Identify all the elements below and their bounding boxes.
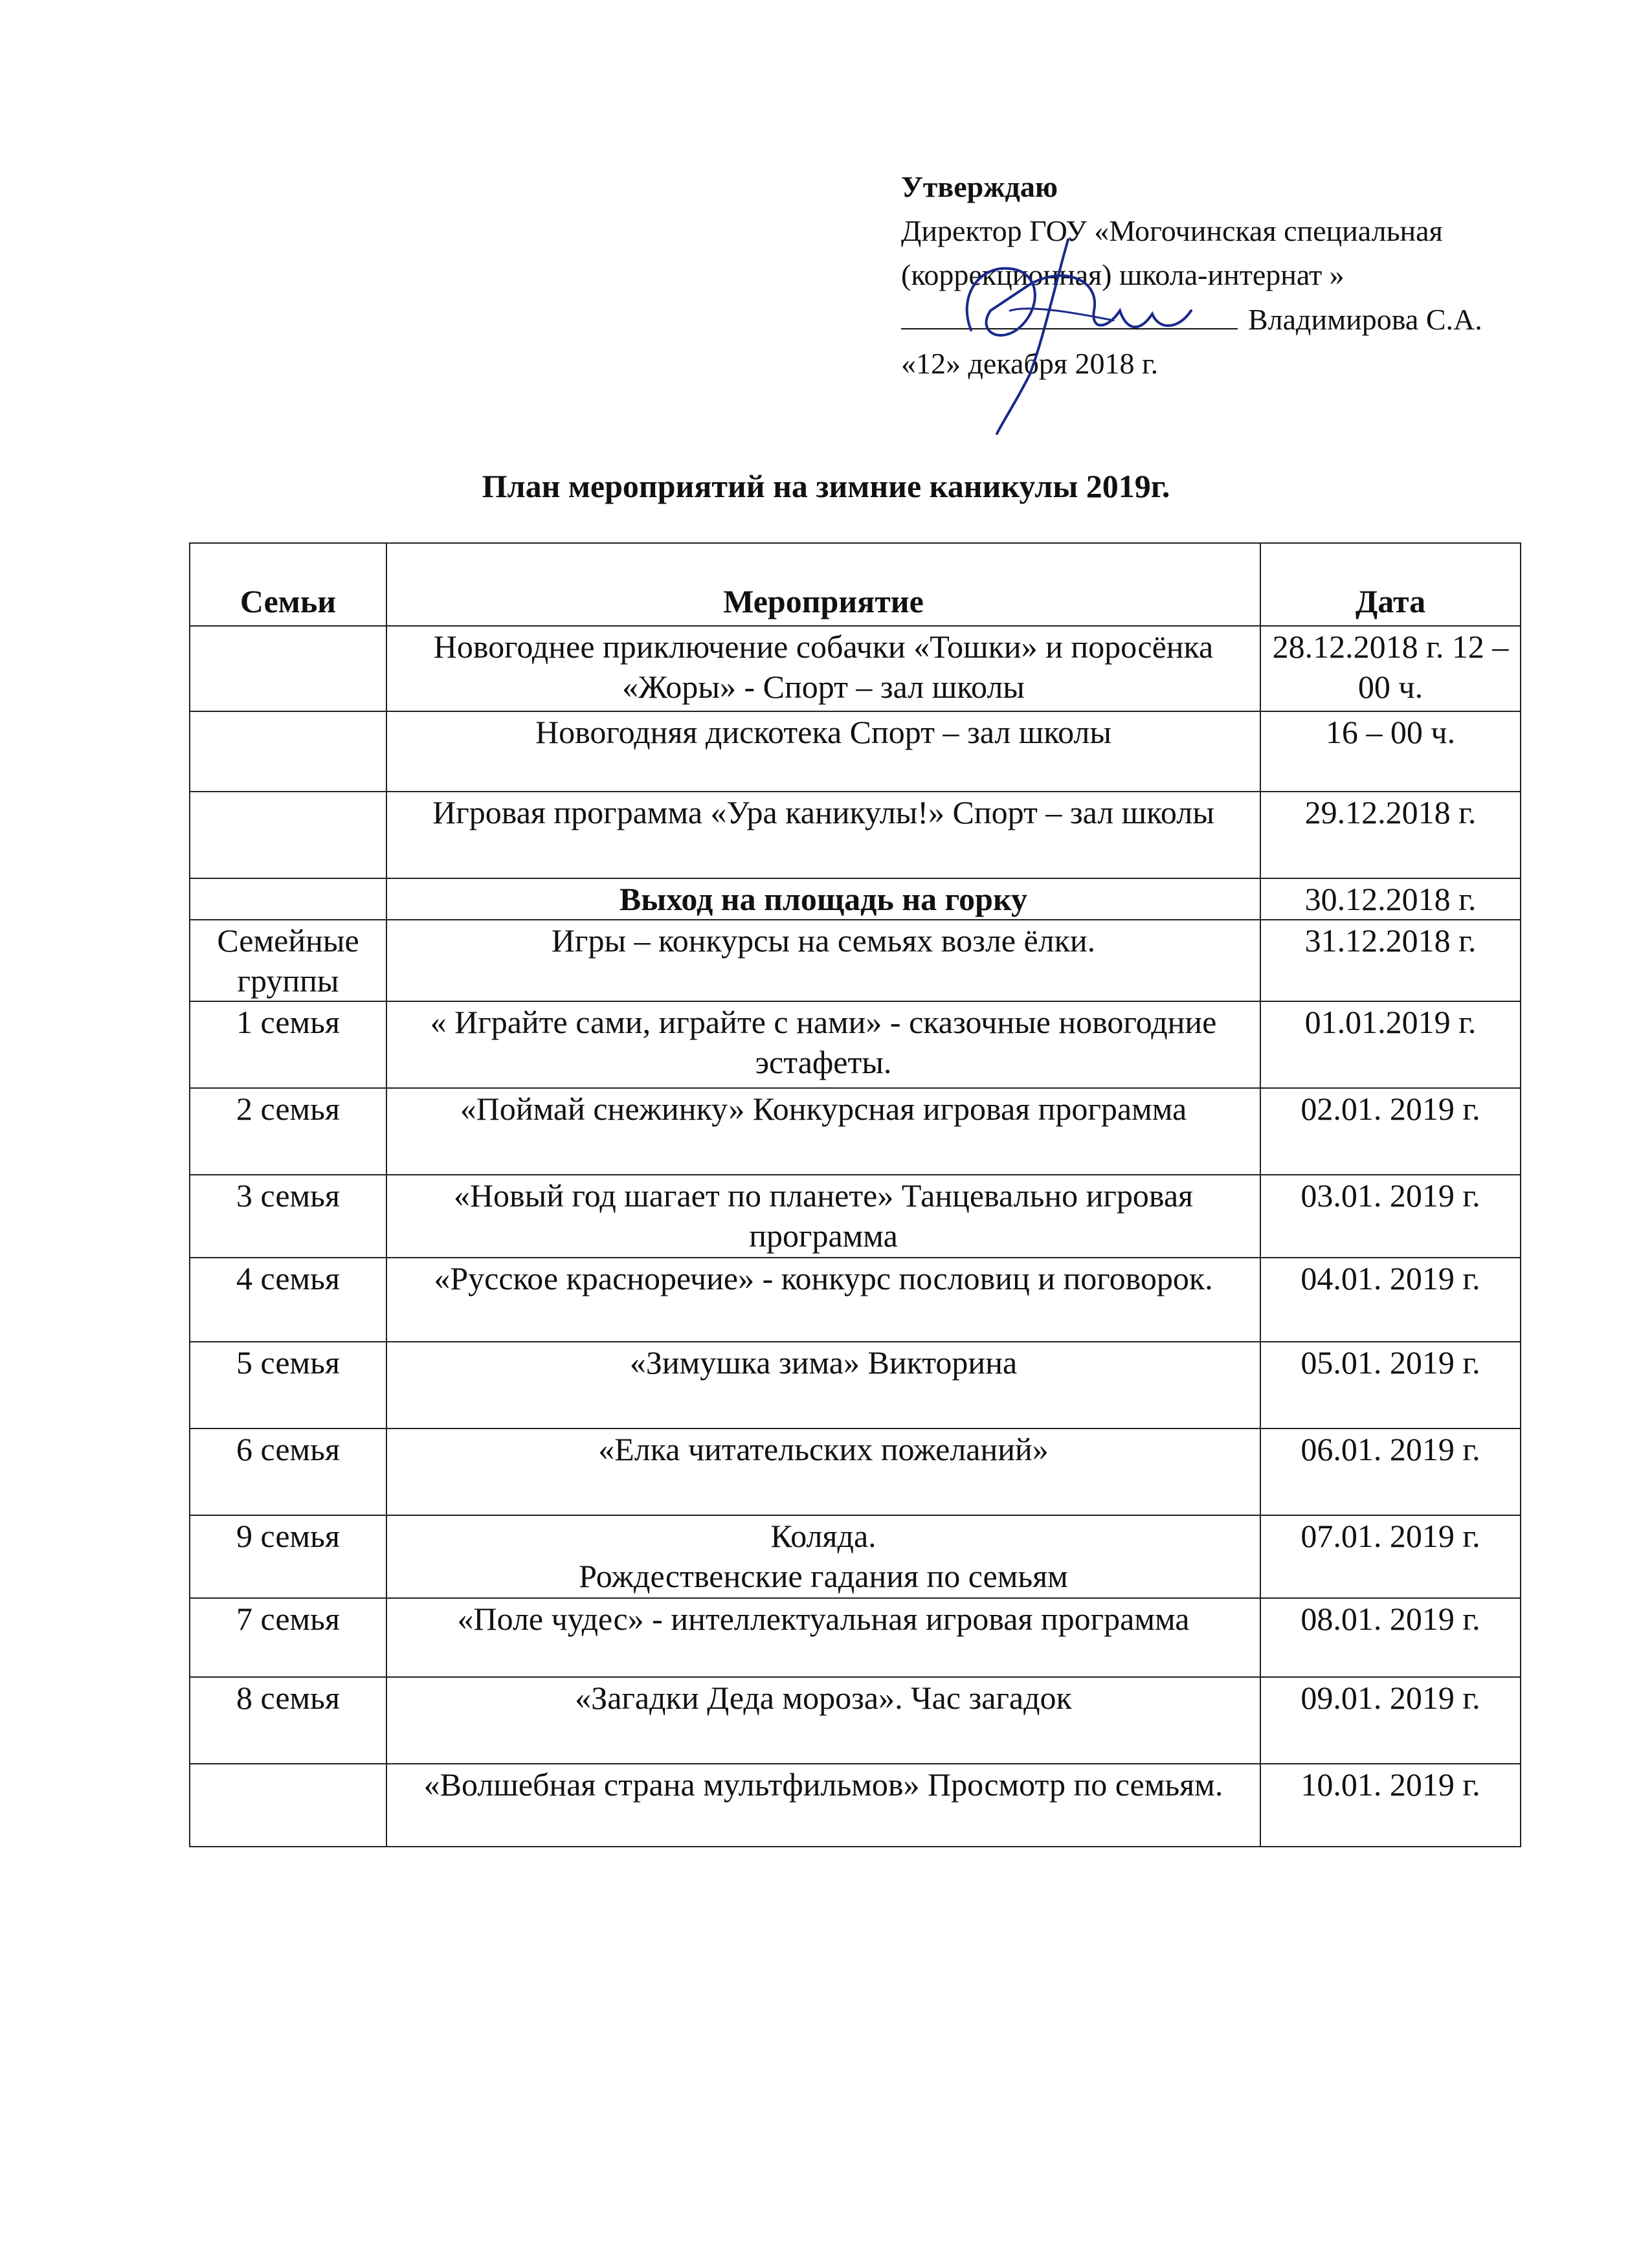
event-cell: «Елка читательских пожеланий» — [386, 1429, 1260, 1515]
family-cell — [190, 1764, 386, 1847]
date-cell: 16 – 00 ч. — [1260, 711, 1521, 792]
approval-date: «12» декабря 2018 г. — [901, 347, 1159, 380]
event-cell: Игры – конкурсы на семьях возле ёлки. — [386, 920, 1260, 1001]
approval-title: Утверждаю — [901, 170, 1058, 203]
date-cell: 28.12.2018 г. 12 – 00 ч. — [1260, 626, 1521, 711]
date-cell: 31.12.2018 г. — [1260, 920, 1521, 1001]
family-cell — [190, 711, 386, 792]
event-cell: « Играйте сами, играйте с нами» - сказочные новогодние эстафеты. — [386, 1001, 1260, 1088]
family-cell: 3 семья — [190, 1175, 386, 1258]
handwritten-signature — [932, 181, 1204, 440]
event-cell: «Зимушка зима» Викторина — [386, 1342, 1260, 1429]
table-row — [190, 1429, 1521, 1515]
family-cell: 6 семья — [190, 1429, 386, 1515]
header-families: Семьи — [190, 543, 386, 626]
event-cell: «Поймай снежинку» Конкурсная игровая программа — [386, 1088, 1260, 1175]
event-cell: «Поле чудес» - интеллектуальная игровая программа — [386, 1598, 1260, 1677]
table-row — [190, 1088, 1521, 1175]
family-cell — [190, 626, 386, 711]
approval-line-2: (коррекционная) школа-интернат » — [901, 258, 1345, 291]
family-cell: 8 семья — [190, 1677, 386, 1764]
table-row — [190, 626, 1521, 711]
date-cell: 07.01. 2019 г. — [1260, 1515, 1521, 1598]
event-cell: «Волшебная страна мультфильмов» Просмотр по семьям. — [386, 1764, 1260, 1847]
event-cell: Выход на площадь на горку — [386, 878, 1260, 920]
date-cell: 09.01. 2019 г. — [1260, 1677, 1521, 1764]
event-cell: Коляда. Рождественские гадания по семьям — [386, 1515, 1260, 1598]
family-cell: 4 семья — [190, 1258, 386, 1342]
table-row — [190, 792, 1521, 878]
table-row — [190, 1598, 1521, 1677]
date-cell: 01.01.2019 г. — [1260, 1001, 1521, 1088]
family-cell — [190, 792, 386, 878]
family-cell: 9 семья — [190, 1515, 386, 1598]
date-cell: 04.01. 2019 г. — [1260, 1258, 1521, 1342]
family-cell: 2 семья — [190, 1088, 386, 1175]
date-cell: 05.01. 2019 г. — [1260, 1342, 1521, 1429]
family-cell: 7 семья — [190, 1598, 386, 1677]
table-row — [190, 711, 1521, 792]
table-row — [190, 1342, 1521, 1429]
date-cell: 29.12.2018 г. — [1260, 792, 1521, 878]
event-cell: «Загадки Деда мороза». Час загадок — [386, 1677, 1260, 1764]
date-cell: 10.01. 2019 г. — [1260, 1764, 1521, 1847]
header-event: Мероприятие — [386, 543, 1260, 626]
date-cell: 08.01. 2019 г. — [1260, 1598, 1521, 1677]
table-row — [190, 920, 1521, 1001]
event-cell: Новогоднее приключение собачки «Тошки» и поросёнка «Жоры» - Спорт – зал школы — [386, 626, 1260, 711]
table-row — [190, 1764, 1521, 1847]
event-cell: «Русское красноречие» - конкурс пословиц и поговорок. — [386, 1258, 1260, 1342]
table-row — [190, 1001, 1521, 1088]
table-row — [190, 1258, 1521, 1342]
events-table — [189, 542, 1521, 1847]
family-cell: Семейные группы — [190, 920, 386, 1001]
event-cell: Новогодняя дискотека Спорт – зал школы — [386, 711, 1260, 792]
table-row — [190, 878, 1521, 920]
family-cell — [190, 878, 386, 920]
date-cell: 02.01. 2019 г. — [1260, 1088, 1521, 1175]
date-cell: 06.01. 2019 г. — [1260, 1429, 1521, 1515]
table-row — [190, 1515, 1521, 1598]
table-row — [190, 1677, 1521, 1764]
event-cell: Игровая программа «Ура каникулы!» Спорт – зал школы — [386, 792, 1260, 878]
header-date: Дата — [1260, 543, 1521, 626]
family-cell: 5 семья — [190, 1342, 386, 1429]
date-cell: 30.12.2018 г. — [1260, 878, 1521, 920]
date-cell: 03.01. 2019 г. — [1260, 1175, 1521, 1258]
document-title: План мероприятий на зимние каникулы 2019г. — [482, 468, 1170, 504]
family-cell: 1 семья — [190, 1001, 386, 1088]
approval-line-1: Директор ГОУ «Могочинская специальная — [901, 214, 1443, 247]
table-body — [190, 626, 1521, 1847]
table-row — [190, 1175, 1521, 1258]
approval-signer: Владимирова С.А. — [1248, 303, 1482, 336]
table-header-row — [190, 543, 1521, 626]
event-cell: «Новый год шагает по планете» Танцевально игровая программа — [386, 1175, 1260, 1258]
